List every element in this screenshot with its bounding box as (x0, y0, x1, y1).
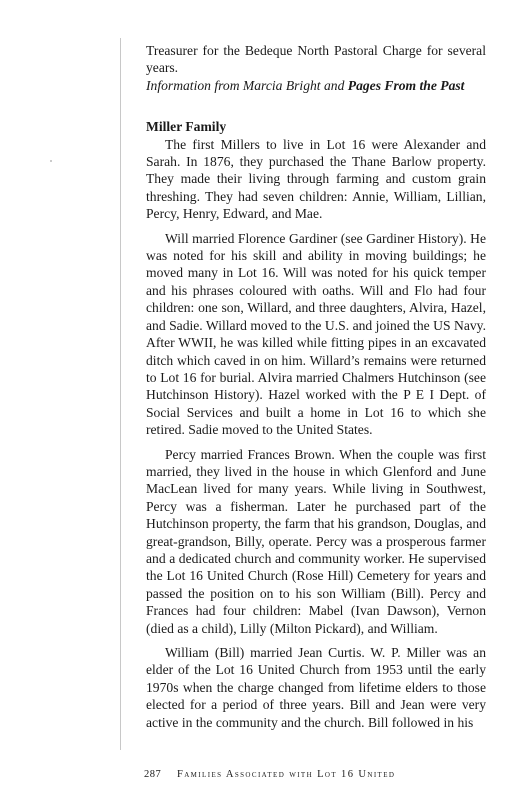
section-heading: Miller Family (146, 119, 227, 135)
source-credit (146, 77, 486, 94)
paragraph-will: Will married Florence Gardiner (see Gardiner History). He was noted for his skill and ability in moving buildings; he moved many in Lot 16. Will was noted for his quick temper and his phrases coloured with oaths. Will and Flo had four children: one son, Willard, and three daughters, Alvira, Hazel, and Sadie. Willard moved to the U.S. and joined the US Navy. After WWII, he was killed while fitting pipes in an excavated ditch which caved in on him. Willard’s remains were returned to Lot 16 for burial. Alvira married Chalmers Hutchinson (see Hutchinson History). Hazel worked with the P E I Dept. of Social Services and built a home in Lot 16 to which she retired. Sadie moved to the United States. (146, 230, 486, 438)
running-title: Families Associated with Lot 16 United (176, 769, 396, 780)
credit-prefix: Information from Marcia Bright and (146, 77, 348, 93)
credit-source-title: Pages From the Past (347, 77, 465, 93)
margin-rule (120, 38, 121, 750)
paper-speck (50, 160, 52, 162)
text-column (146, 42, 486, 731)
paragraph-william-bill: William (Bill) married Jean Curtis. W. P. Miller was an elder of the Lot 16 United Church from 1953 until the early 1970s when the charge changed from lifetime elders to those elected for a period of three years. Bill and Jean were very active in the community and the church. Bill followed in his (146, 645, 486, 730)
intro-line: Treasurer for the Bedeque North Pastoral Charge for several years. (146, 43, 486, 76)
page-footer (144, 769, 504, 780)
page-number: 287 (144, 769, 162, 780)
paragraph-percy: Percy married Frances Brown. When the couple was first married, they lived in the house in which Glenford and June MacLean lived for many years. While living in Southwest, Percy was a fisherman. Later he purchased part of the Hutchinson property, the farm that his grandson, Douglas, and great-grandson, Billy, operate. Percy was a prosperous farmer and a dedicated church and community worker. He supervised the Lot 16 United Church (Rose Hill) Cemetery for years and passed the position on to his son William (Bill). Percy and Frances had four children: Mabel (Ivan Dawson), Vernon (died as a child), Lilly (Milton Pickard), and William. (146, 446, 486, 636)
paragraph-first-millers: The first Millers to live in Lot 16 were Alexander and Sarah. In 1876, they purchased the Thane Barlow property. They made their living through farming and custom grain threshing. They had seven children: Annie, William, Lillian, Percy, Henry, Edward, and Mae. (146, 136, 486, 222)
